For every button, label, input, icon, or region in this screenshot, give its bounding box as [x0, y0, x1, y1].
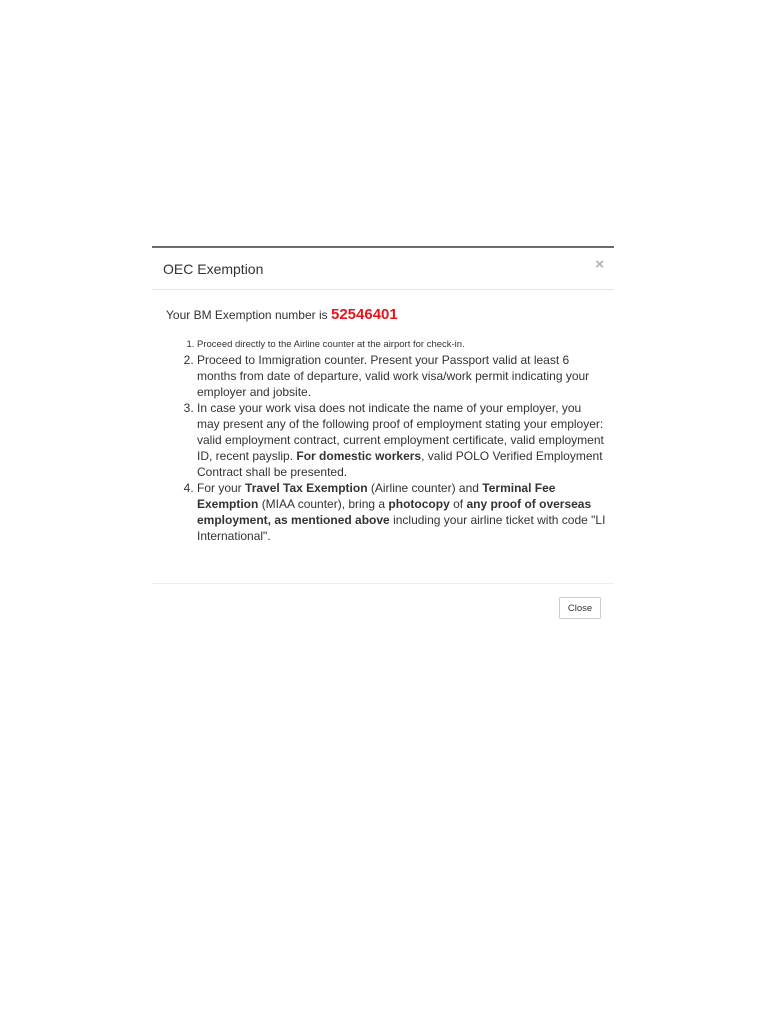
instruction-list: [166, 338, 606, 544]
oec-exemption-modal: [152, 246, 614, 632]
instruction-step-3: [197, 400, 606, 480]
close-button[interactable]: Close: [559, 597, 601, 619]
step-4-part-c: (Airline counter) and: [370, 481, 479, 495]
modal-header: [152, 248, 614, 290]
step-4-part-i: including your airline ticket with code "LI International".: [197, 513, 606, 543]
instruction-step-4: [197, 480, 606, 544]
exemption-label: Your BM Exemption number is: [166, 308, 328, 322]
step-4-travel-tax: Travel Tax Exemption: [245, 481, 368, 495]
step-4-part-e: (MIAA counter), bring a: [261, 497, 386, 511]
step-3-text: In case your work visa does not indicate the name of your employer, you may present any of the following proof of employment stating your employer: valid employment contract, current employment certificate, valid employment ID, recent payslip.: [197, 401, 604, 463]
modal-title: OEC Exemption: [163, 261, 264, 277]
step-4-part-g: of: [453, 497, 464, 511]
step-4-photocopy: photocopy: [388, 497, 450, 511]
instruction-step-1: [197, 338, 606, 352]
modal-body: [166, 306, 606, 544]
instruction-step-2: [197, 352, 606, 400]
step-3-bold: For domestic workers: [296, 449, 422, 463]
exemption-number: 52546401: [330, 306, 398, 323]
step-1-text: Proceed directly to the Airline counter at the airport for check-in.: [197, 339, 465, 350]
step-4-terminal-fee: Terminal Fee Exemption: [197, 481, 556, 511]
step-4-proof: any proof of overseas employment, as mentioned above: [197, 497, 592, 527]
exemption-line: [166, 306, 606, 328]
step-2-text: Proceed to Immigration counter. Present your Passport valid at least 6 months from date of departure, valid work visa/work permit indicating your employer and jobsite.: [197, 353, 590, 399]
close-icon[interactable]: ×: [595, 256, 604, 273]
modal-footer: [152, 583, 614, 633]
step-4-part-a: For your: [197, 481, 242, 495]
step-3-tail: , valid POLO Verified Employment Contract shall be presented.: [197, 449, 603, 479]
